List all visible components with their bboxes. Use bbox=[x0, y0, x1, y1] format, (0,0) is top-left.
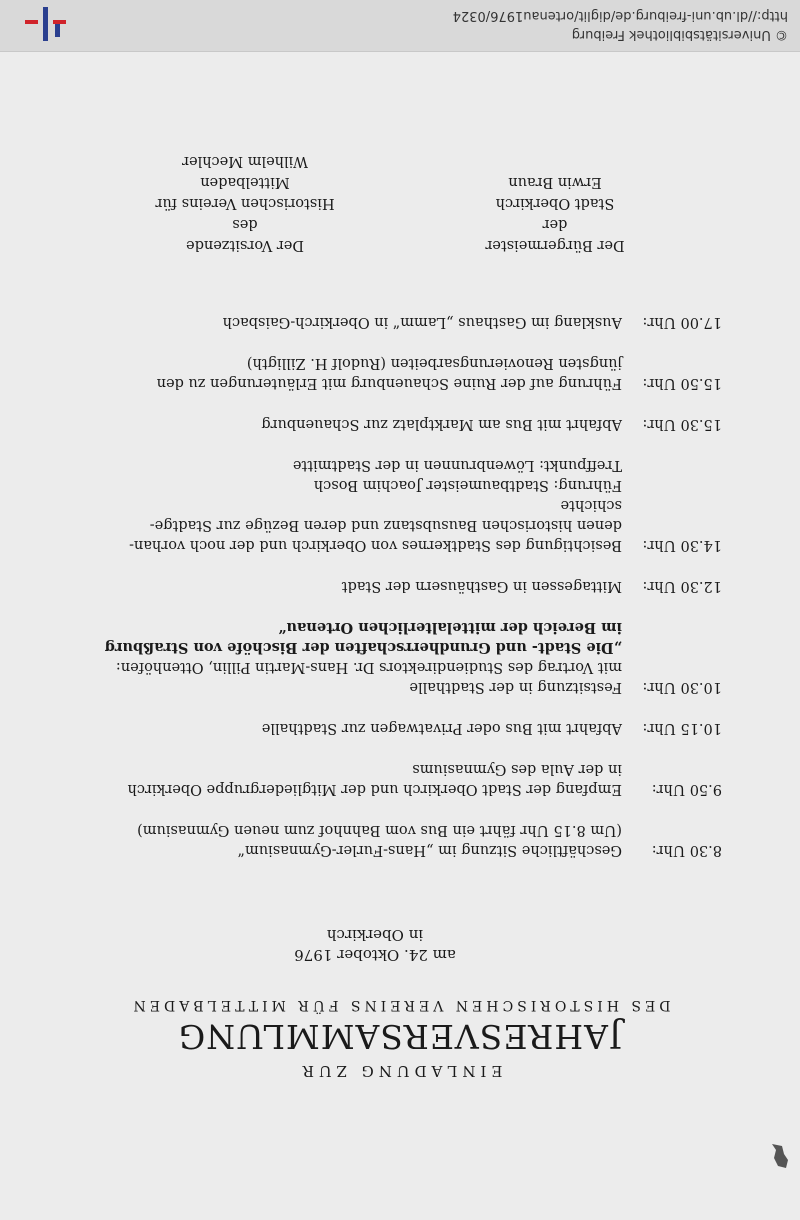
signature-line: Der Bürgermeister bbox=[485, 237, 625, 253]
schedule-row bbox=[72, 353, 722, 393]
schedule-time: 14.30 Uhr: bbox=[642, 537, 722, 553]
subtitle: DES HISTORISCHEN VEREINS FÜR MITTELBADEN bbox=[129, 997, 671, 1013]
schedule-line: Führung auf der Ruine Schauenburg mit Erläuterungen zu den bbox=[156, 375, 622, 391]
lecture-title-line: im Bereich der mittelalterlichen Ortenau“ bbox=[278, 619, 622, 636]
schedule-description bbox=[72, 312, 622, 332]
footer-credit: © Universitätsbibliothek Freiburg bbox=[571, 27, 788, 42]
signature-chairman bbox=[120, 150, 370, 255]
schedule-line: (Um 8.15 Uhr fährt ein Bus vom Bahnhof zum neuen Gymnasium) bbox=[137, 822, 622, 838]
schedule-description bbox=[72, 759, 622, 799]
signature-line: der bbox=[542, 216, 568, 232]
schedule-description bbox=[72, 820, 622, 860]
signature-line: Historischen Vereins für Mittelbaden bbox=[155, 174, 335, 211]
ub-freiburg-logo-icon bbox=[24, 7, 66, 41]
schedule-description bbox=[72, 414, 622, 434]
schedule-line: Besichtigung des Stadtkernes von Oberkirch und der noch vorhan- bbox=[129, 537, 622, 553]
signature-line: des bbox=[232, 216, 258, 232]
location-line: in Oberkirch bbox=[326, 926, 424, 944]
schedule-row bbox=[72, 617, 722, 697]
schedule-row bbox=[72, 312, 722, 332]
schedule-description bbox=[72, 455, 622, 555]
lecture-title-line: „Die Stadt- und Grundherrschaften der Bischöfe von Straßburg bbox=[104, 639, 622, 656]
schedule-row bbox=[72, 759, 722, 799]
schedule-line: Empfang der Stadt Oberkirch und der Mitgliedergruppe Oberkirch bbox=[127, 781, 622, 797]
schedule-line: schichte bbox=[560, 497, 622, 513]
schedule-row bbox=[72, 576, 722, 596]
schedule-time: 17.00 Uhr: bbox=[642, 314, 722, 330]
schedule-line: mit Vortrag des Studiendirektors Dr. Hans-Martin Pillin, Ottenhöfen: bbox=[115, 659, 622, 675]
schedule-time: 10.30 Uhr: bbox=[642, 679, 722, 695]
schedule-time: 15.50 Uhr: bbox=[642, 375, 722, 391]
small-ink-mark-icon bbox=[770, 1142, 790, 1170]
page-title: JAHRESVERSAMMLUNG bbox=[177, 1017, 623, 1056]
schedule-row bbox=[72, 414, 722, 434]
schedule-line: Geschäftliche Sitzung im „Hans-Furler-Gymnasium“ bbox=[237, 842, 622, 858]
schedule-description bbox=[72, 353, 622, 393]
title-block bbox=[0, 997, 800, 1080]
schedule-time: 12.30 Uhr: bbox=[642, 578, 722, 594]
schedule-line: in der Aula des Gymnasiums bbox=[412, 761, 622, 777]
schedule-row bbox=[72, 455, 722, 555]
schedule-line: Abfahrt mit Bus oder Privatwagen zur Stadthalle bbox=[261, 720, 622, 736]
schedule-row bbox=[72, 820, 722, 860]
schedule-line: Treffpunkt: Löwenbrunnen in der Stadtmitte bbox=[292, 457, 622, 473]
schedule-line: Ausklang im Gasthaus „Lamm“ in Oberkirch-Gaisbach bbox=[222, 314, 622, 330]
schedule-line: Führung: Stadtbaumeister Joachim Bosch bbox=[313, 477, 622, 493]
schedule-time: 9.50 Uhr: bbox=[651, 781, 722, 797]
schedule-time: 8.30 Uhr: bbox=[651, 842, 722, 858]
schedule-line: Mittagessen in Gasthäusern der Stadt bbox=[341, 578, 622, 594]
schedule-time: 15.30 Uhr: bbox=[642, 416, 722, 432]
einladung-heading: EINLADUNG ZUR bbox=[297, 1062, 503, 1080]
schedule-line: Festsitzung in der Stadthalle bbox=[409, 679, 622, 695]
signature-mayor bbox=[435, 171, 675, 255]
schedule-time: 10.15 Uhr: bbox=[642, 720, 722, 736]
schedule-description bbox=[72, 617, 622, 697]
schedule-description bbox=[72, 718, 622, 738]
signature-name: Wilhelm Mechler bbox=[182, 153, 308, 169]
signature-name: Erwin Braun bbox=[508, 174, 602, 190]
digitization-footer bbox=[0, 0, 800, 52]
event-date bbox=[0, 925, 800, 965]
date-line: am 24. Oktober 1976 bbox=[294, 946, 456, 964]
schedule bbox=[72, 312, 722, 860]
footer-url-link[interactable]: http://dl.ub.uni-freiburg.de/diglit/ortenau1976/0324 bbox=[452, 8, 788, 23]
signature-line: Stadt Oberkirch bbox=[495, 195, 615, 211]
schedule-row bbox=[72, 718, 722, 738]
schedule-line: jüngsten Renovierungsarbeiten (Rudolf H. Zilligth) bbox=[246, 355, 622, 371]
signature-line: Der Vorsitzende bbox=[186, 237, 304, 253]
schedule-description bbox=[72, 576, 622, 596]
schedule-line: denen historischen Bausubstanz und deren Bezüge zur Stadtge- bbox=[149, 517, 622, 533]
schedule-line: Abfahrt mit Bus am Marktplatz zur Schauenburg bbox=[261, 416, 622, 432]
